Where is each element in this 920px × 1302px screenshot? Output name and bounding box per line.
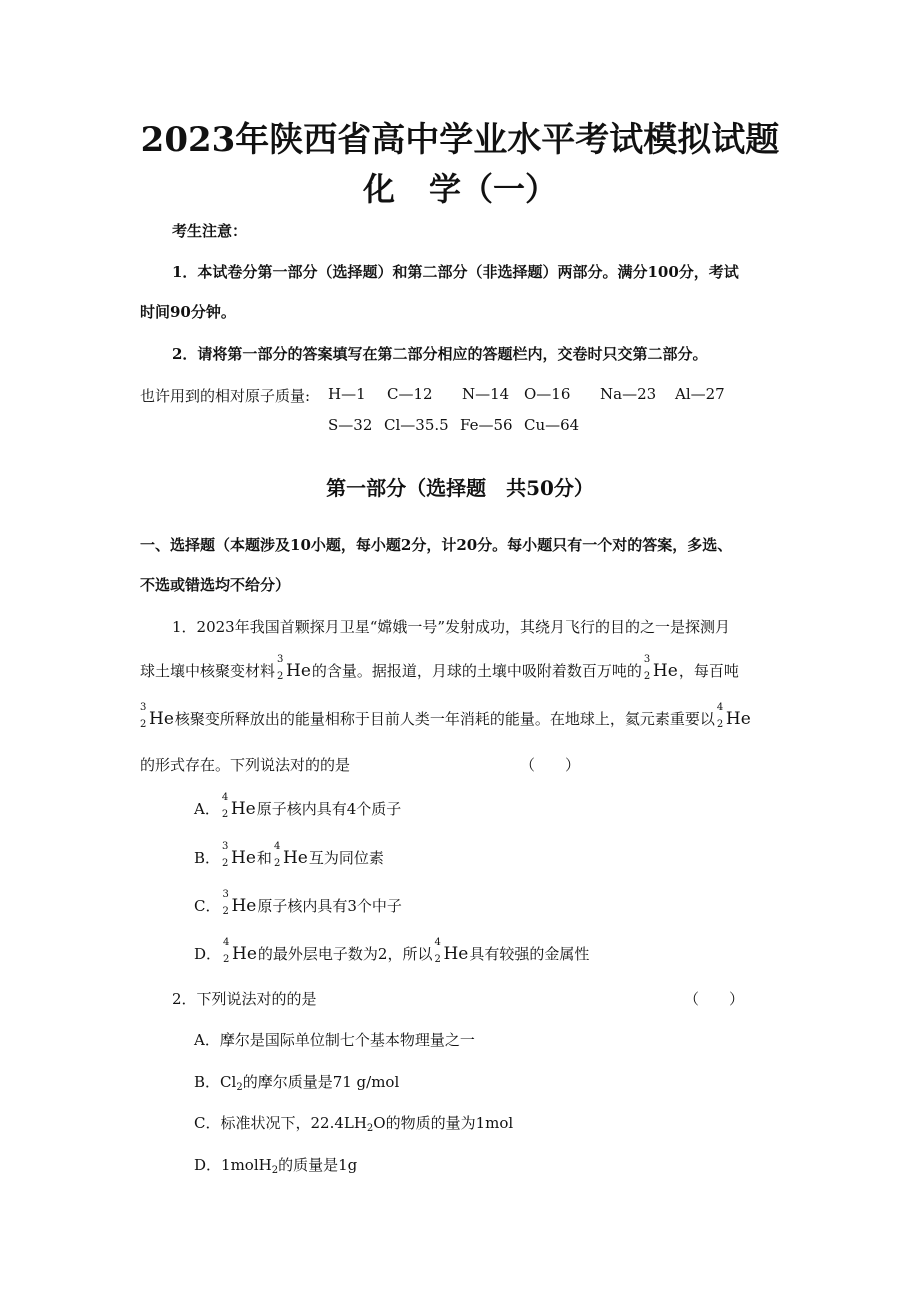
subject-title <box>0 164 920 210</box>
q2-stem: 2．下列说法对的的是 <box>172 990 317 1008</box>
atomic-mass-al: Al—27 <box>675 385 725 403</box>
q2-option-c: C．标准状况下，$22.4LH_2O$的物质的量为1mol <box>194 1114 514 1134</box>
q1-answer-paren: （ ） <box>520 756 581 774</box>
q2-option-b: B．$Cl_2$的摩尔质量是71 g/mol <box>194 1073 400 1093</box>
notice-item-1-line-1: 1．本试卷分第一部分（选择题）和第二部分（非选择题）两部分。满分100分，考试 <box>172 263 739 281</box>
section-1-instructions-line-2: 不选或错选均不给分） <box>140 576 291 594</box>
q2-answer-paren: （ ） <box>684 990 745 1008</box>
q1-option-a: A． 4 2 He原子核内具有4个质子 <box>194 792 402 820</box>
atomic-mass-s: S—32 <box>328 416 373 434</box>
q1-option-d: D． 4 2 He的最外层电子数为2，所以 4 2 He具有较强的金属性 <box>194 937 590 965</box>
nuclide-he4: 4 2 He <box>223 937 257 965</box>
atomic-mass-o: O—16 <box>524 385 571 403</box>
atomic-mass-na: Na—23 <box>600 385 657 403</box>
q1-stem-line-4: 的形式存在。下列说法对的的是 <box>140 756 351 774</box>
nuclide-he3: 3 2 He <box>643 654 678 682</box>
nuclide-he4: 4 2 He <box>716 702 751 730</box>
atomic-mass-label: 也许用到的相对原子质量: <box>140 387 311 405</box>
q1-stem-line-2: 球土壤中核聚变材料 3 2 He的含量。据报道，月球的土壤中吸附着数百万吨的 3 2 He，每百吨 <box>140 654 739 682</box>
atomic-mass-fe: Fe—56 <box>460 416 513 434</box>
notice-item-2: 2．请将第一部分的答案填写在第二部分相应的答题栏内，交卷时只交第二部分。 <box>172 345 708 363</box>
subject-part-b: 学（一） <box>429 170 558 208</box>
atomic-mass-cu: Cu—64 <box>524 416 580 434</box>
atomic-mass-n: N—14 <box>462 385 510 403</box>
notice-heading: 考生注意： <box>172 222 248 240</box>
part-1-title: 第一部分（选择题 共50分） <box>326 476 594 500</box>
q1-option-b: B． 3 2 He和 4 2 He互为同位素 <box>194 841 384 869</box>
q1-stem-line-1: 1．2023年我国首颗探月卫星“嫦娥一号”发射成功，其绕月飞行的目的之一是探测月 <box>172 618 731 636</box>
section-1-instructions-line-1: 一、选择题（本题涉及10小题，每小题2分，计20分。每小题只有一个对的答案，多选、 <box>140 536 733 554</box>
atomic-mass-c: C—12 <box>387 385 433 403</box>
exam-title: 2023年陕西省高中学业水平考试模拟试题 <box>140 120 780 160</box>
q2-option-d: D．1molH$_2$的质量是1g <box>194 1156 358 1176</box>
notice-item-1-line-2: 时间90分钟。 <box>140 303 236 321</box>
q2-option-a: A．摩尔是国际单位制七个基本物理量之一 <box>194 1031 475 1049</box>
nuclide-he4: 4 2 He <box>434 937 469 965</box>
nuclide-he4: 4 2 He <box>221 792 256 820</box>
nuclide-he3: 3 2 He <box>222 889 257 917</box>
atomic-mass-cl: Cl—35.5 <box>384 416 449 434</box>
nuclide-he3: 3 2 He <box>222 841 256 869</box>
nuclide-he4: 4 2 He <box>273 841 308 869</box>
nuclide-he3: 3 2 He <box>140 702 174 730</box>
atomic-mass-h: H—1 <box>328 385 366 403</box>
q1-option-c: C． 3 2 He原子核内具有3个中子 <box>194 889 402 917</box>
q1-stem-line-3: 3 2 He核聚变所释放出的能量相称于目前人类一年消耗的能量。在地球上，氦元素重要以 4 2 He <box>140 702 751 730</box>
nuclide-he3: 3 2 He <box>277 654 311 682</box>
subject-part-a: 化 <box>362 170 395 208</box>
